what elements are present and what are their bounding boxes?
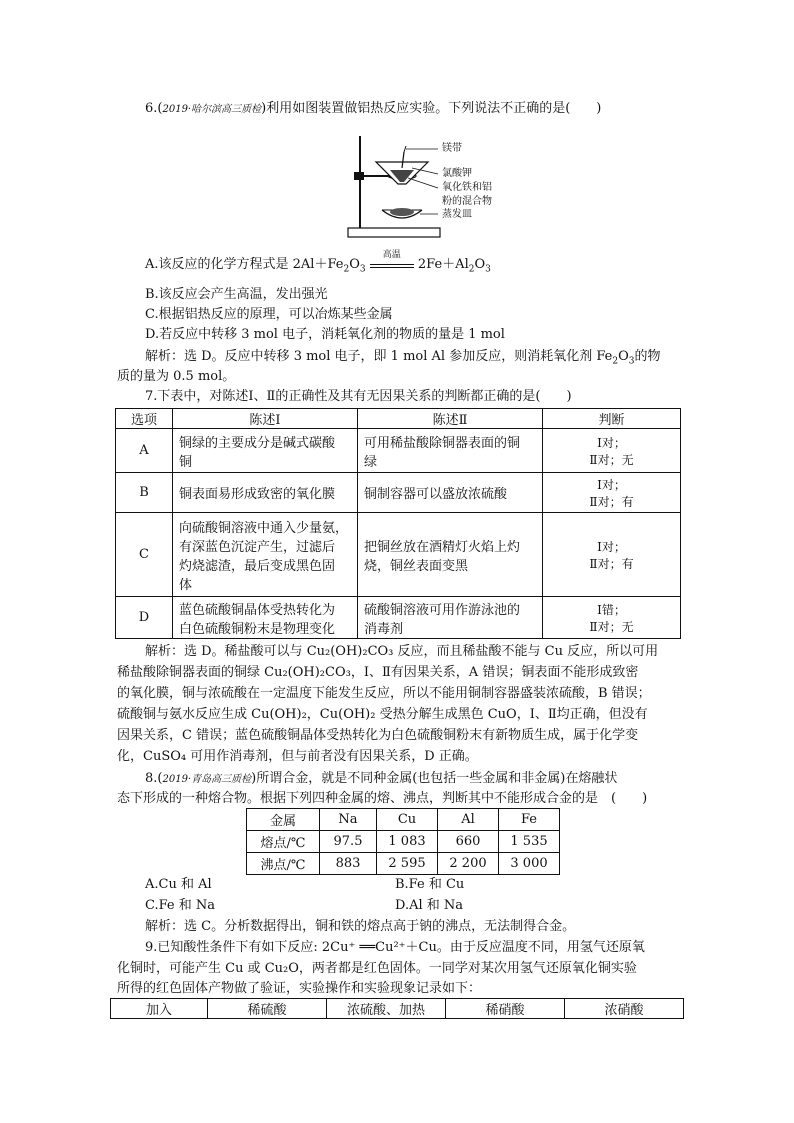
q6-stem: 6.(2019·哈尔滨高三质检)利用如图装置做铝热反应实验。下列说法不正确的是( ) — [145, 101, 602, 116]
q7-analysis-line1: 解析：选 D。稀盐酸可以与 Cu₂(OH)₂CO₃ 反应，而且稀盐酸不能与 Cu 反应，所以可用 — [145, 644, 659, 659]
thermite-apparatus-figure — [340, 132, 500, 244]
q8-analysis: 解析：选 C。分析数据得出，铜和铁的熔点高于钠的沸点，无法制得合金。 — [145, 919, 576, 934]
q7-stem: 7.下表中，对陈述Ⅰ、Ⅱ的正确性及其有无因果关系的判断都正确的是( ) — [145, 389, 572, 404]
q8-option-c: C.Fe 和 Na — [145, 898, 216, 913]
q6-option-c: C.根据铝热反应的原理，可以冶炼某些金属 — [145, 307, 393, 322]
q6-option-a: A.该反应的化学方程式是 $2Al+Fe_2O_3$ 高温 $2Fe+Al_2O_3$ — [145, 249, 491, 275]
q6-source: 2019·哈尔滨高三质检 — [162, 104, 262, 115]
label-mixture: 粉的混合物 — [442, 196, 492, 207]
q6-analysis-line1: 解析：选 D。反应中转移 3 mol 电子，即 1 mol Al 参加反应，则消耗氧化剂 $Fe_2O_3$的物 — [145, 349, 661, 367]
table-row: D 蓝色硫酸铜晶体受热转化为 白色硫酸铜粉末是物理变化 硫酸铜溶液可用作游泳池的 消毒剂 Ⅰ错； Ⅱ对；无 — [116, 597, 681, 639]
label-potassium-chlorate: 氯酸钾 — [442, 168, 472, 179]
q7-header-judge: 判断 — [543, 409, 681, 429]
q7-analysis-line2: 稀盐酸除铜器表面的铜绿 Cu₂(OH)₂CO₃，Ⅰ、Ⅱ有因果关系，A 错误；铜表面不能形成致密 — [117, 665, 639, 680]
label-magnesium-ribbon: 镁带 — [442, 143, 462, 154]
q7-analysis-line3: 的氧化膜，铜与浓硫酸在一定温度下能发生反应，所以不能用铜制容器盛装浓硫酸，B 错误； — [117, 686, 651, 701]
high-temp-arrow: 高温 — [370, 262, 414, 268]
table-row: 熔点/℃ 97.5 1 083 660 1 535 — [247, 831, 560, 853]
q8-stem-line2: 态下形成的一种熔合物。根据下列四种金属的熔、沸点，判断其中不能形成合金的是 ( ) — [117, 791, 648, 806]
table-row: C 向硫酸铜溶液中通入少量氨， 有深蓝色沉淀产生，过滤后 灼烧滤渣，最后变成黑色固 体 把铜丝放在酒精灯火焰上灼 烧，铜丝表面变黑 Ⅰ对； Ⅱ对；有 — [116, 513, 681, 597]
q7-analysis-line5: 因果关系，C 错误；蓝色硫酸铜晶体受热转化为白色硫酸铜粉末有新物质生成，属于化学变 — [117, 728, 639, 743]
q7-table — [115, 408, 681, 639]
label-evaporating-dish: 蒸发皿 — [442, 209, 472, 220]
q6-option-d: D.若反应中转移 3 mol 电子，消耗氧化剂的物质的量是 1 mol — [145, 327, 505, 342]
table-row: 沸点/℃ 883 2 595 2 200 3 000 — [247, 853, 560, 875]
q9-stem-line2: 化铜时，可能产生 Cu 或 Cu₂O，两者都是红色固体。一同学对某次用氢气还原氧化铜实验 — [117, 961, 637, 976]
q7-analysis-line4: 硫酸铜与氨水反应生成 Cu(OH)₂，Cu(OH)₂ 受热分解生成黑色 CuO，Ⅰ、Ⅱ均正确，但没有 — [117, 707, 648, 722]
table-row: B 铜表面易形成致密的氧化膜 铜制容器可以盛放浓硫酸 Ⅰ对； Ⅱ对；有 — [116, 473, 681, 513]
q9-stem-line1: 9.已知酸性条件下有如下反应: 2Cu⁺ ══Cu²⁺＋Cu。由于反应温度不同，用氢气还原氧 — [145, 940, 645, 955]
table-row: A 铜绿的主要成分是碱式碳酸 铜 可用稀盐酸除铜器表面的铜 绿 Ⅰ对； Ⅱ对；无 — [116, 429, 681, 473]
q8-option-a: A.Cu 和 Al — [145, 877, 212, 892]
table-row: 金属 Na Cu Al Fe — [247, 809, 560, 831]
label-iron-oxide-aluminum: 氧化铁和铝 — [442, 182, 492, 193]
q8-stem-line1: 8.(2019·青岛高三质检)所谓合金，就是不同种金属(也包括一些金属和非金属)在熔融状 — [145, 771, 618, 786]
q6-analysis-line2: 质的量为 0.5 mol。 — [117, 369, 236, 384]
table-row: 加入 稀硫酸 浓硫酸、加热 稀硝酸 浓硝酸 — [111, 999, 684, 1019]
q9-stem-line3: 所得的红色固体产物做了验证，实验操作和实验现象记录如下： — [117, 981, 482, 996]
q7-analysis-line6: 化，CuSO₄ 可用作消毒剂，但与前者没有因果关系，D 正确。 — [117, 749, 478, 764]
q8-metal-table — [246, 808, 560, 875]
q7-header-option: 选项 — [116, 409, 173, 429]
q7-header-s2: 陈述Ⅱ — [358, 409, 543, 429]
q9-table — [110, 998, 684, 1019]
q6-option-b: B.该反应会产生高温，发出强光 — [145, 287, 328, 302]
q7-header-s1: 陈述Ⅰ — [173, 409, 358, 429]
q8-option-d: D.Al 和 Na — [395, 898, 464, 913]
q8-source: 2019·青岛高三质检 — [162, 774, 252, 785]
q8-option-b: B.Fe 和 Cu — [395, 877, 465, 892]
